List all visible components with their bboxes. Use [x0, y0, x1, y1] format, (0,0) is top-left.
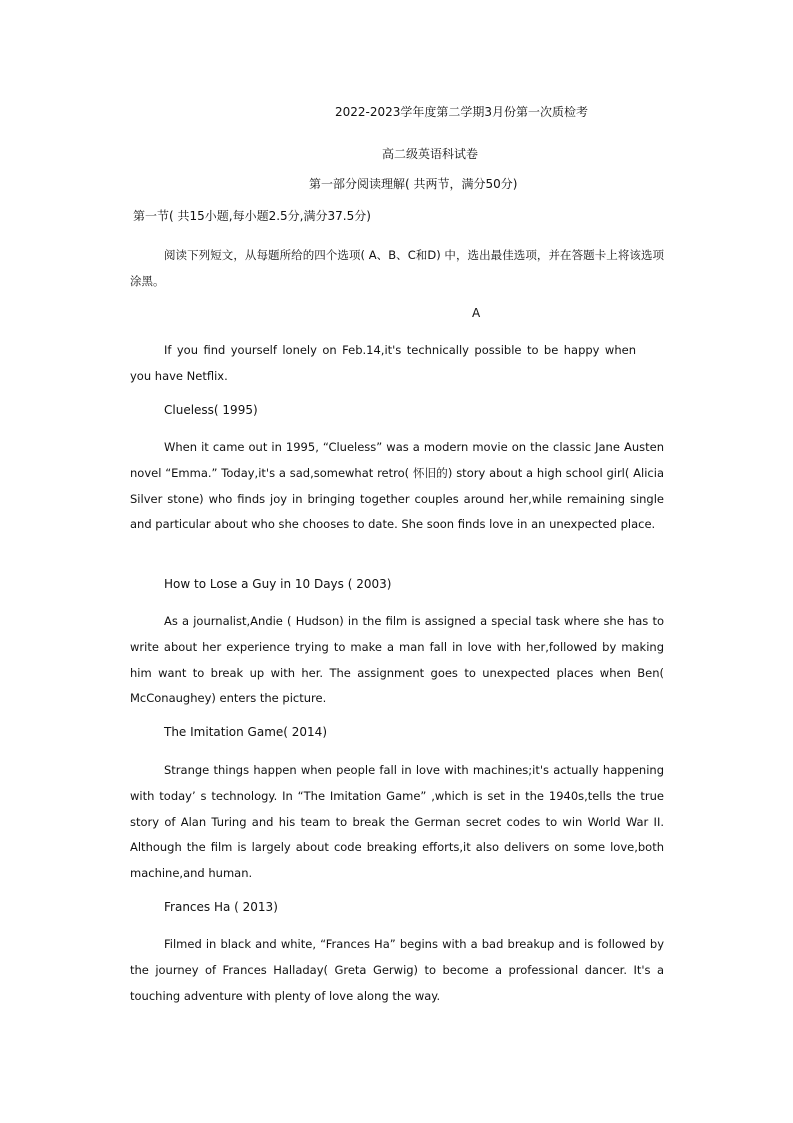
section-title: 第一节( 共15小题,每小题2.5分,满分37.5分) — [133, 209, 371, 223]
film-text-frances-ha: Filmed in black and white, “Frances Ha” begins with a bad breakup and is followed by the journey of Frances Halladay( Greta Gerwig) to become a professional dancer. It's a touching adventure with plenty of love along the way. — [130, 937, 664, 1003]
passage-label: A — [472, 306, 481, 320]
subject-title: 高二级英语科试卷 — [382, 147, 479, 161]
film-title-how-to-lose-a-guy: How to Lose a Guy in 10 Days ( 2003) — [164, 577, 392, 591]
instructions: 阅读下列短文，从每题所给的四个选项( A、B、C和D) 中，选出最佳选项，并在答题卡上将该选项涂黑。 — [130, 248, 664, 288]
film-text-clueless: When it came out in 1995, “Clueless” was a modern movie on the classic Jane Austen novel “Emma.” Today,it's a sad,somewhat retro( 怀旧的) story about a high school girl( Alicia Silver stone) who finds joy in bringing together couples around her,while remaining single and particular about who she chooses to date. She soon finds love in an unexpected place. — [130, 440, 664, 532]
film-title-frances-ha: Frances Ha ( 2013) — [164, 900, 278, 914]
exam-title: 2022-2023学年度第二学期3月份第一次质检考 — [335, 105, 589, 119]
film-text-imitation-game: Strange things happen when people fall in love with machines;it's actually happening with today’ s technology. In “The Imitation Game” ,which is set in the 1940s,tells the true story of Alan Turing and his team to break the German secret codes to win World War II. Although the film is largely about code breaking efforts,it also delivers on some love,both machine,and human. — [130, 763, 664, 881]
passage-intro: If you find yourself lonely on Feb.14,it's technically possible to be happy when you have Netflix. — [130, 343, 636, 383]
film-text-how-to-lose-a-guy: As a journalist,Andie ( Hudson) in the film is assigned a special task where she has to write about her experience trying to make a man fall in love with her,followed by making him want to break up with her. The assignment goes to unexpected places when Ben( McConaughey) enters the picture. — [130, 614, 664, 706]
film-title-imitation-game: The Imitation Game( 2014) — [164, 725, 327, 739]
film-title-clueless: Clueless( 1995) — [164, 403, 258, 417]
part-title: 第一部分阅读理解( 共两节，满分50分) — [309, 177, 518, 191]
